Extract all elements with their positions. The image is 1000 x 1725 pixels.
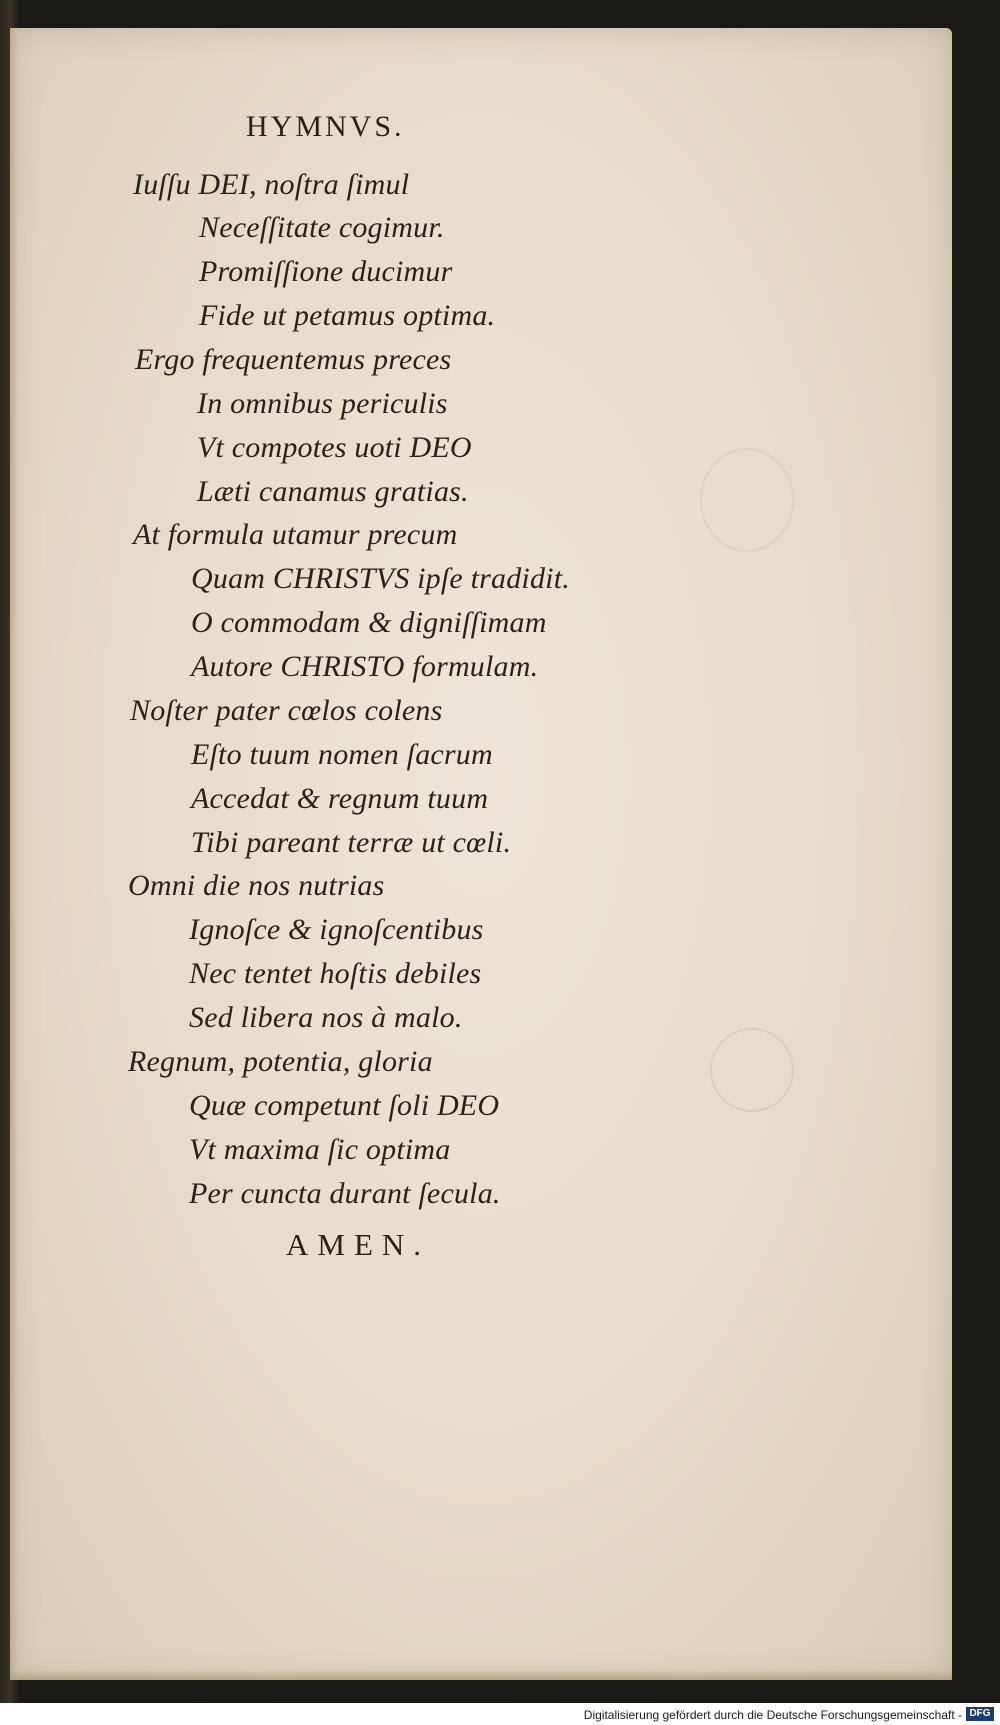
page-gutter-shadow	[10, 28, 18, 1680]
page-bottom-edge	[10, 1670, 952, 1680]
verse-line: Promiſſione ducimur	[199, 255, 453, 288]
verse-line: At formula utamur precum	[133, 518, 458, 551]
verse-line: Per cuncta durant ſecula.	[189, 1177, 501, 1210]
verse-line: Regnum, potentia, gloria	[128, 1045, 433, 1078]
verse-line: Noſter pater cœlos colens	[130, 694, 443, 727]
closing-word: AMEN.	[286, 1227, 431, 1262]
verse-line: O commodam & digniſſimam	[191, 606, 547, 639]
digitization-footer	[0, 1703, 1000, 1725]
verse-line: In omnibus periculis	[197, 387, 448, 420]
funding-credit: Digitalisierung gefördert durch die Deutsche Forschungsgemeinschaft -	[583, 1708, 962, 1722]
verse-line: Læti canamus gratias.	[197, 475, 469, 508]
verse-line: Accedat & regnum tuum	[191, 782, 489, 815]
bleed-through-mark	[700, 448, 794, 552]
verse-line: Neceſſitate cogimur.	[199, 211, 445, 244]
verse-line: Fide ut petamus optima.	[199, 299, 496, 332]
page-title: HYMNVS.	[246, 110, 405, 143]
verse-line: Ignoſce & ignoſcentibus	[189, 913, 484, 946]
bleed-through-mark	[710, 1028, 794, 1112]
verse-line: Vt maxima ſic optima	[189, 1133, 451, 1166]
verse-line: Quam CHRISTVS ipſe tradidit.	[191, 562, 570, 595]
verse-line: Nec tentet hoſtis debiles	[189, 957, 482, 990]
verse-line: Iuſſu DEI, noſtra ſimul	[133, 168, 410, 201]
verse-line: Eſto tuum nomen ſacrum	[191, 738, 493, 771]
verse-line: Autore CHRISTO formulam.	[191, 650, 539, 683]
verse-line: Quæ competunt ſoli DEO	[189, 1089, 500, 1122]
verse-line: Ergo frequentemus preces	[135, 343, 452, 376]
verse-line: Tibi pareant terræ ut cœli.	[191, 826, 512, 859]
verse-line: Sed libera nos à malo.	[189, 1001, 463, 1034]
dfg-logo: DFG	[966, 1707, 994, 1721]
verse-line: Vt compotes uoti DEO	[197, 431, 472, 464]
verse-line: Omni die nos nutrias	[128, 869, 385, 902]
